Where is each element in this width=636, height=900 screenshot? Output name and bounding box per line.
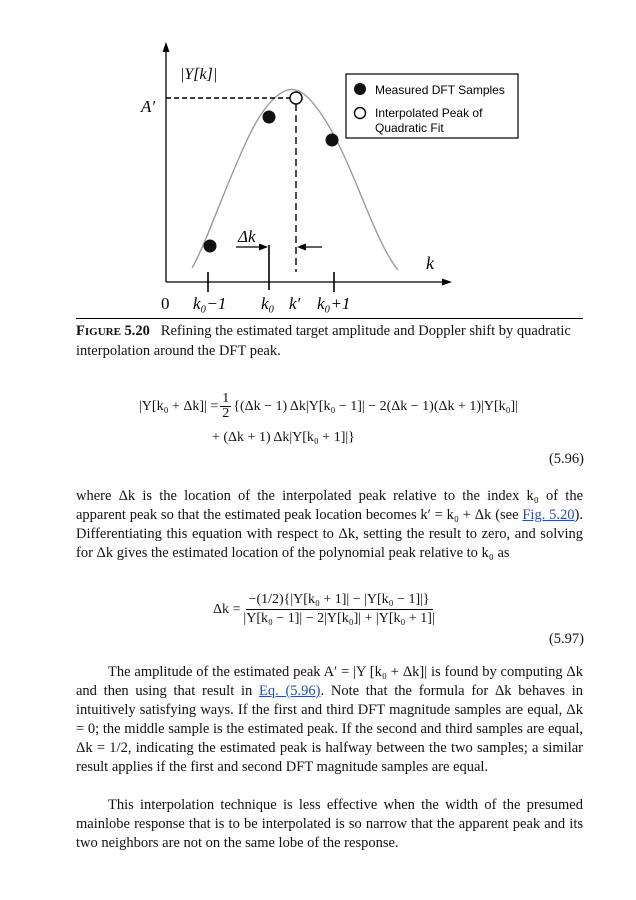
caption-rule bbox=[76, 318, 583, 319]
eq597-numerator: −(1/2){|Y[k₀ + 1]| − |Y[k₀ − 1]|} bbox=[246, 591, 433, 610]
eq596-lhs: |Y[k₀ + Δk]| = bbox=[139, 398, 219, 414]
eq597-denominator: |Y[k₀ − 1]| − 2|Y[k₀]| + |Y[k₀ + 1]| bbox=[243, 611, 435, 626]
legend-open-marker bbox=[355, 108, 366, 119]
caption-text: Refining the estimated target amplitude and Doppler shift by quadratic interpolation around the DFT peak. bbox=[76, 323, 571, 359]
eq596-rhs: {(Δk − 1) Δk|Y[k₀ − 1]| − 2(Δk − 1)(Δk + 1)|Y[k₀]| bbox=[233, 398, 518, 414]
caption-label-first: F bbox=[76, 323, 85, 339]
eq597-fraction bbox=[240, 591, 437, 628]
paragraph-2 bbox=[76, 663, 583, 777]
legend-interpolated-line1: Interpolated Peak of bbox=[375, 106, 483, 120]
caption-label bbox=[76, 323, 150, 339]
sample-k0m1 bbox=[204, 240, 217, 253]
interpolated-peak bbox=[290, 92, 302, 104]
eq597-lhs: Δk = bbox=[213, 601, 241, 617]
y-axis-arrow bbox=[163, 42, 170, 52]
x-axis-label: k bbox=[426, 253, 434, 273]
eq596-frac-num: 1 bbox=[222, 391, 230, 406]
tick-label-k0: k₀ bbox=[261, 294, 275, 313]
tick-label-k0m1: k₀−1 bbox=[193, 294, 227, 313]
para2-text-2: . Note that the formula for Δk behaves in intuitively satisfying ways. If the first and third DFT magnitude samples are equal, Δk = 0; the middle sample is the estimated peak. If the second and third samples are equal, Δk = 1/2, indicating the estimated peak is halfway between the two samples; a similar result applies if the first and second DFT magnitude samples are equal. bbox=[76, 683, 583, 775]
equation-5-96-number: (5.96) bbox=[548, 451, 584, 467]
delta-arrow-left-head bbox=[259, 244, 268, 251]
delta-k-label: Δk bbox=[238, 227, 256, 246]
tick-label-zero: 0 bbox=[161, 294, 170, 313]
eq596-frac-den: 2 bbox=[222, 406, 230, 421]
equation-5-96-line1 bbox=[139, 392, 518, 421]
equation-5-96-line2 bbox=[212, 430, 355, 446]
para1-text-2: ). Differentiating this equation with respect to Δk, setting the result to zero, and solving for Δk gives the estimated location of the polynomial peak relative to k₀ as bbox=[76, 507, 583, 561]
paragraph-3 bbox=[76, 796, 583, 853]
para2-text-1: The amplitude of the estimated peak A′ = |Y [k₀ + Δk]| is found by computing Δk and then using that result in bbox=[76, 664, 583, 699]
equation-5-97 bbox=[213, 591, 438, 628]
legend-filled-marker bbox=[354, 83, 366, 95]
y-axis-label: |Y[k]| bbox=[180, 66, 218, 83]
para1-text-1: where Δk is the location of the interpolated peak relative to the index k₀ of the apparent peak so that the estimated peak location becomes k′ = k₀ + Δk (see bbox=[76, 488, 583, 523]
figure-5-20 bbox=[0, 0, 636, 318]
legend-interpolated-line2: Quadratic Fit bbox=[375, 121, 444, 135]
eq-5-96-link[interactable]: Eq. (5.96) bbox=[258, 683, 321, 699]
sample-k0p1 bbox=[326, 134, 339, 147]
tick-label-k0p1: k₀+1 bbox=[317, 294, 351, 313]
figure-caption bbox=[76, 322, 582, 361]
sample-k0 bbox=[263, 111, 276, 124]
legend-measured: Measured DFT Samples bbox=[375, 83, 505, 97]
para3-text: This interpolation technique is less effective when the width of the presumed mainlobe response that is to be interpolated is so narrow that the apparent peak and its two neighbors are not on the same lobe of the response. bbox=[76, 797, 583, 851]
caption-label-small: IGURE bbox=[84, 326, 121, 338]
eq596-fraction bbox=[220, 392, 231, 421]
peak-label: A′ bbox=[141, 97, 156, 116]
tick-label-kprime: k′ bbox=[289, 294, 301, 313]
eq596-line2: + (Δk + 1) Δk|Y[k₀ + 1]|} bbox=[212, 430, 355, 445]
figure-5-20-link[interactable]: Fig. 5.20 bbox=[522, 507, 575, 523]
delta-arrow-right-head bbox=[297, 244, 306, 251]
equation-5-97-number: (5.97) bbox=[548, 631, 584, 647]
x-axis-arrow bbox=[442, 279, 452, 286]
paragraph-1 bbox=[76, 487, 583, 563]
caption-label-num: 5.20 bbox=[124, 323, 150, 339]
